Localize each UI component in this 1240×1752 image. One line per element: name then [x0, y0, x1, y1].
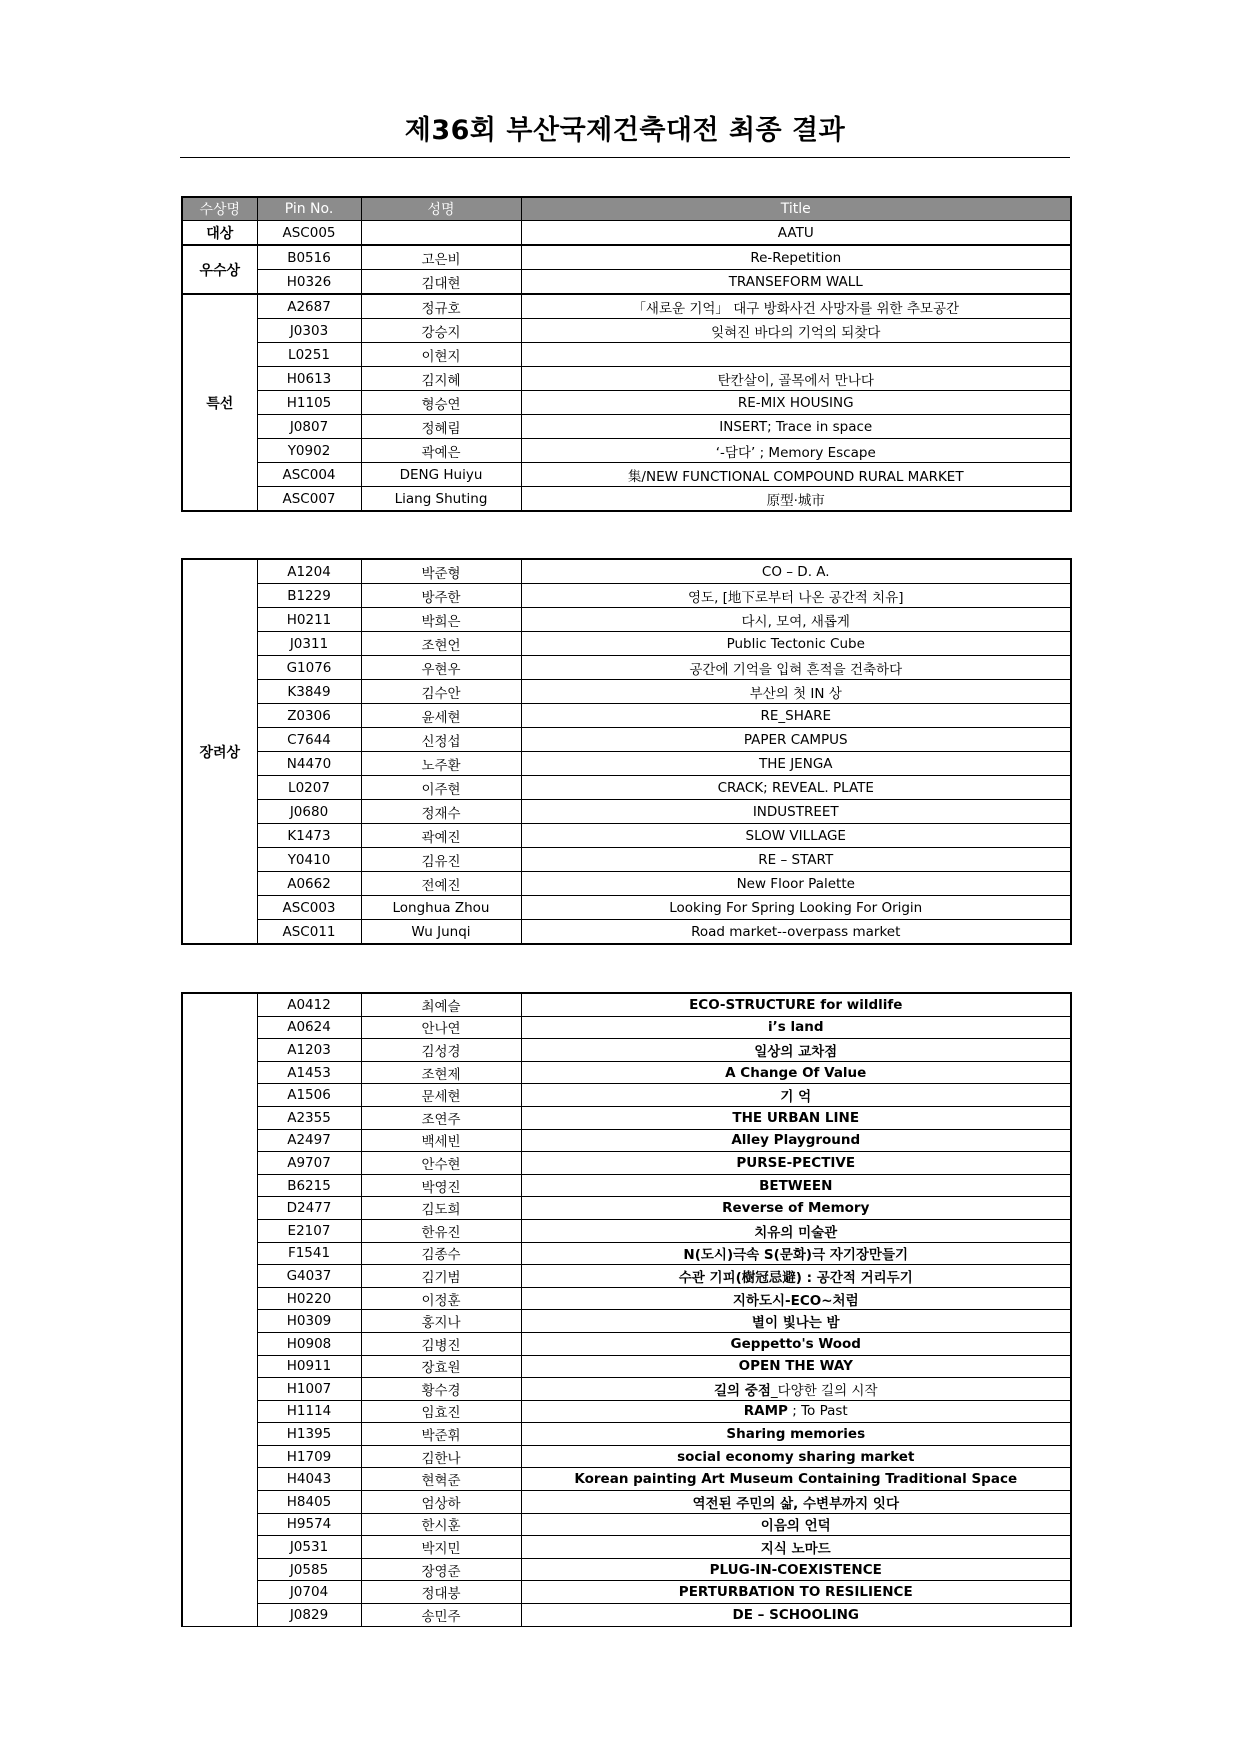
title-cell: [521, 1378, 1071, 1401]
results-table-encouragement: [181, 558, 1072, 945]
title-cell: [521, 1355, 1071, 1378]
title-cell: [521, 584, 1071, 608]
table-row: [182, 1084, 1071, 1107]
table-row: [182, 824, 1071, 848]
title-cell: 原型·城市: [521, 487, 1071, 512]
table-row: [182, 245, 1071, 270]
page-title: 제36회 부산국제건축대전 최종 결과: [404, 115, 846, 146]
pin-cell: H0613: [257, 367, 361, 391]
pin-cell: A1203: [257, 1039, 361, 1062]
name-cell: 정재수: [361, 800, 521, 824]
title-cell: [521, 728, 1071, 752]
name-cell: 정규호: [361, 294, 521, 319]
title-cell: [521, 1174, 1071, 1197]
pin-cell: A2355: [257, 1106, 361, 1129]
pin-cell: K1473: [257, 824, 361, 848]
name-cell: 안나연: [361, 1016, 521, 1039]
name-cell: 이주현: [361, 776, 521, 800]
name-cell: 최예슬: [361, 993, 521, 1016]
title-cell: [521, 993, 1071, 1016]
table-row: [182, 1491, 1071, 1514]
table-row: [182, 776, 1071, 800]
name-cell: 김종수: [361, 1242, 521, 1265]
title-cell: [521, 800, 1071, 824]
table-row: [182, 367, 1071, 391]
pin-cell: B0516: [257, 245, 361, 270]
name-cell: Liang Shuting: [361, 487, 521, 512]
title-text: Reverse of Memory: [722, 1200, 870, 1217]
title-text: SLOW VILLAGE: [745, 827, 846, 844]
table-row: [182, 1468, 1071, 1491]
name-cell: 형승연: [361, 391, 521, 415]
table-row: [182, 439, 1071, 463]
title-cell: [521, 1491, 1071, 1514]
name-cell: 김대현: [361, 270, 521, 295]
title-text: THE JENGA: [758, 755, 833, 772]
table-row: [182, 584, 1071, 608]
pin-cell: N4470: [257, 752, 361, 776]
name-cell: 임효진: [361, 1400, 521, 1423]
pin-cell: Y0410: [257, 848, 361, 872]
table-row: [182, 1378, 1071, 1401]
table-row: [182, 1604, 1071, 1627]
name-cell: 현혁준: [361, 1468, 521, 1491]
award-cell: 우수상: [182, 245, 257, 294]
pin-cell: A2687: [257, 294, 361, 319]
name-cell: 엄상하: [361, 1491, 521, 1514]
title-text: PLUG-IN-COEXISTENCE: [709, 1561, 882, 1578]
title-cell: TRANSEFORM WALL: [521, 270, 1071, 295]
title-text: 다시, 모여, 새롭게: [741, 613, 850, 630]
pin-cell: H0326: [257, 270, 361, 295]
table-row: [182, 632, 1071, 656]
pin-cell: Z0306: [257, 704, 361, 728]
name-cell: 박준형: [361, 559, 521, 584]
name-cell: 곽예진: [361, 824, 521, 848]
table-row: [182, 728, 1071, 752]
table-row: [182, 415, 1071, 439]
pin-cell: B6215: [257, 1174, 361, 1197]
table-row: [182, 896, 1071, 920]
title-text: 영도, [地下로부터 나온 공간적 치유]: [688, 589, 904, 606]
title-cell: [521, 1219, 1071, 1242]
pin-cell: H0211: [257, 608, 361, 632]
title-text: New Floor Palette: [736, 875, 855, 892]
name-cell: [361, 221, 521, 246]
title-cell: [521, 776, 1071, 800]
pin-cell: D2477: [257, 1197, 361, 1220]
title-text: 길의 중점: [714, 1382, 771, 1399]
name-cell: 조연주: [361, 1106, 521, 1129]
title-text: BETWEEN: [759, 1177, 833, 1194]
name-cell: 김성경: [361, 1039, 521, 1062]
name-cell: 방주한: [361, 584, 521, 608]
pin-cell: J0704: [257, 1581, 361, 1604]
table-row: [182, 270, 1071, 295]
table-row: [182, 608, 1071, 632]
pin-cell: A0412: [257, 993, 361, 1016]
title-cell: [521, 608, 1071, 632]
table-row: [182, 1242, 1071, 1265]
table-row: [182, 1332, 1071, 1355]
name-cell: 신정섭: [361, 728, 521, 752]
table-row: [182, 1513, 1071, 1536]
award-cell: 특선: [182, 294, 257, 511]
pin-cell: J0303: [257, 319, 361, 343]
title-cell: [521, 1129, 1071, 1152]
pin-cell: H8405: [257, 1491, 361, 1514]
title-cell: ‘-담다’ ; Memory Escape: [521, 439, 1071, 463]
table-row: [182, 800, 1071, 824]
title-text: Public Tectonic Cube: [726, 635, 865, 652]
name-cell: 황수경: [361, 1378, 521, 1401]
title-text: OPEN THE WAY: [738, 1358, 853, 1375]
table-body: [182, 993, 1071, 1626]
title-cell: INSERT; Trace in space: [521, 415, 1071, 439]
table-header-row: [182, 197, 1071, 221]
pin-cell: ASC005: [257, 221, 361, 246]
table-row: [182, 391, 1071, 415]
name-cell: 고은비: [361, 245, 521, 270]
title-cell: [521, 920, 1071, 945]
title-text: CRACK; REVEAL. PLATE: [717, 779, 874, 796]
title-cell: [521, 680, 1071, 704]
title-extra-text: _다양한 길의 시작: [770, 1382, 878, 1399]
table-row: [182, 559, 1071, 584]
table-row: [182, 294, 1071, 319]
table-row: [182, 1558, 1071, 1581]
title-text: 별이 빛나는 밤: [751, 1315, 840, 1332]
name-cell: 송민주: [361, 1604, 521, 1627]
title-text: Geppetto's Wood: [730, 1335, 861, 1352]
table-row: [182, 1287, 1071, 1310]
title-text: 이음의 언덕: [760, 1518, 831, 1535]
title-cell: [521, 1558, 1071, 1581]
pin-cell: Y0902: [257, 439, 361, 463]
results-table-honorable: [181, 992, 1072, 1627]
table-row: [182, 1265, 1071, 1288]
table-row: [182, 1423, 1071, 1446]
title-text: 지식 노마드: [760, 1541, 831, 1558]
name-cell: 강승지: [361, 319, 521, 343]
pin-cell: J0531: [257, 1536, 361, 1559]
table-row: [182, 1310, 1071, 1333]
title-cell: [521, 1016, 1071, 1039]
title-text: 기 억: [780, 1089, 812, 1106]
title-cell: [521, 1400, 1071, 1423]
title-text: A Change Of Value: [725, 1064, 867, 1081]
table-row: [182, 1152, 1071, 1175]
title-text: 공간에 기억을 입혀 흔적을 건축하다: [689, 661, 903, 678]
table-row: [182, 1536, 1071, 1559]
award-cell: 대상: [182, 221, 257, 246]
name-cell: 전예진: [361, 872, 521, 896]
pin-cell: ASC011: [257, 920, 361, 945]
title-cell: [521, 1604, 1071, 1627]
title-text: INDUSTREET: [752, 803, 839, 820]
name-cell: 김한나: [361, 1445, 521, 1468]
title-text: 치유의 미술관: [754, 1224, 838, 1241]
pin-cell: K3849: [257, 680, 361, 704]
title-cell: [521, 1061, 1071, 1084]
title-cell: [521, 1084, 1071, 1107]
name-cell: 노주환: [361, 752, 521, 776]
pin-cell: A9707: [257, 1152, 361, 1175]
title-text: DE – SCHOOLING: [732, 1606, 859, 1623]
table-row: [182, 1129, 1071, 1152]
name-cell: 김수안: [361, 680, 521, 704]
title-text: Looking For Spring Looking For Origin: [669, 899, 923, 916]
title-cell: [521, 1106, 1071, 1129]
pin-cell: A0624: [257, 1016, 361, 1039]
pin-cell: H0309: [257, 1310, 361, 1333]
header-title: Title: [521, 197, 1071, 221]
title-cell: [521, 1287, 1071, 1310]
name-cell: 김기범: [361, 1265, 521, 1288]
title-cell: [521, 1581, 1071, 1604]
table-body: [182, 221, 1071, 512]
table-row: [182, 704, 1071, 728]
table-row: [182, 680, 1071, 704]
name-cell: 한유진: [361, 1219, 521, 1242]
name-cell: 윤세현: [361, 704, 521, 728]
header-pin: Pin No.: [257, 197, 361, 221]
title-text: i’s land: [767, 1019, 824, 1036]
name-cell: 조현제: [361, 1061, 521, 1084]
title-text: RE – START: [758, 851, 834, 868]
name-cell: 문세현: [361, 1084, 521, 1107]
table-row: [182, 752, 1071, 776]
title-text: N(도시)극속 S(문화)극 자기장만들기: [683, 1247, 909, 1264]
title-extra-text: ; To Past: [787, 1403, 848, 1420]
pin-cell: A2497: [257, 1129, 361, 1152]
name-cell: 박지민: [361, 1536, 521, 1559]
table-row: [182, 656, 1071, 680]
name-cell: 김지혜: [361, 367, 521, 391]
table-row: [182, 463, 1071, 487]
pin-cell: J0807: [257, 415, 361, 439]
title-text: CO – D. A.: [761, 563, 830, 580]
table-row: [182, 1106, 1071, 1129]
name-cell: 장영준: [361, 1558, 521, 1581]
table-row: [182, 221, 1071, 246]
table-row: [182, 1355, 1071, 1378]
pin-cell: H9574: [257, 1513, 361, 1536]
name-cell: DENG Huiyu: [361, 463, 521, 487]
table-row: [182, 1174, 1071, 1197]
pin-cell: G4037: [257, 1265, 361, 1288]
name-cell: 우현우: [361, 656, 521, 680]
name-cell: 정대붕: [361, 1581, 521, 1604]
pin-cell: A0662: [257, 872, 361, 896]
pin-cell: ASC003: [257, 896, 361, 920]
table-row: [182, 1581, 1071, 1604]
title-text: social economy sharing market: [677, 1448, 915, 1465]
table-row: [182, 993, 1071, 1016]
title-text: 수관 기피(樹冠忌避) : 공간적 거리두기: [678, 1269, 913, 1286]
table-row: [182, 920, 1071, 945]
table-row: [182, 872, 1071, 896]
pin-cell: J0311: [257, 632, 361, 656]
title-text: PURSE-PECTIVE: [736, 1154, 856, 1171]
title-text: RE_SHARE: [760, 707, 832, 724]
title-text: Sharing memories: [726, 1426, 866, 1443]
pin-cell: G1076: [257, 656, 361, 680]
pin-cell: ASC007: [257, 487, 361, 512]
pin-cell: H0911: [257, 1355, 361, 1378]
title-cell: 「새로운 기억」 대구 방화사건 사망자를 위한 추모공간: [521, 294, 1071, 319]
title-cell: [521, 1242, 1071, 1265]
pin-cell: J0680: [257, 800, 361, 824]
title-cell: [521, 1423, 1071, 1446]
title-cell: [521, 1039, 1071, 1062]
title-cell: [521, 1445, 1071, 1468]
table-row: [182, 1061, 1071, 1084]
table-row: [182, 1039, 1071, 1062]
table-row: [182, 1197, 1071, 1220]
title-cell: [521, 632, 1071, 656]
title-cell: [521, 1197, 1071, 1220]
pin-cell: A1204: [257, 559, 361, 584]
title-cell: AATU: [521, 221, 1071, 246]
title-cell: 탄칸살이, 골목에서 만나다: [521, 367, 1071, 391]
pin-cell: H1105: [257, 391, 361, 415]
pin-cell: J0829: [257, 1604, 361, 1627]
pin-cell: J0585: [257, 1558, 361, 1581]
title-text: ECO-STRUCTURE for wildlife: [689, 996, 903, 1013]
pin-cell: H1007: [257, 1378, 361, 1401]
title-cell: [521, 848, 1071, 872]
name-cell: 김병진: [361, 1332, 521, 1355]
name-cell: 이현지: [361, 343, 521, 367]
name-cell: 장효원: [361, 1355, 521, 1378]
title-cell: [521, 824, 1071, 848]
title-cell: [521, 1332, 1071, 1355]
pin-cell: ASC004: [257, 463, 361, 487]
title-text: 지하도시-ECO~처럼: [732, 1292, 859, 1309]
table-row: [182, 1445, 1071, 1468]
pin-cell: H1709: [257, 1445, 361, 1468]
pin-cell: B1229: [257, 584, 361, 608]
title-cell: [521, 1310, 1071, 1333]
title-cell: [521, 1536, 1071, 1559]
title-cell: [521, 1265, 1071, 1288]
pin-cell: F1541: [257, 1242, 361, 1265]
table-row: [182, 1219, 1071, 1242]
name-cell: 백세빈: [361, 1129, 521, 1152]
name-cell: 박희은: [361, 608, 521, 632]
title-cell: [521, 896, 1071, 920]
title-cell: Re-Repetition: [521, 245, 1071, 270]
header-award: 수상명: [182, 197, 257, 221]
table-body: [182, 559, 1071, 944]
pin-cell: L0207: [257, 776, 361, 800]
title-text: 역전된 주민의 삶, 수변부까지 잇다: [692, 1495, 899, 1512]
name-cell: Wu Junqi: [361, 920, 521, 945]
title-text: THE URBAN LINE: [732, 1109, 860, 1126]
title-cell: [521, 1468, 1071, 1491]
name-cell: 한시훈: [361, 1513, 521, 1536]
title-cell: [521, 752, 1071, 776]
name-cell: Longhua Zhou: [361, 896, 521, 920]
title-cell: 集/NEW FUNCTIONAL COMPOUND RURAL MARKET: [521, 463, 1071, 487]
title-text: PAPER CAMPUS: [743, 731, 848, 748]
name-cell: 이정훈: [361, 1287, 521, 1310]
title-cell: [521, 704, 1071, 728]
table-row: [182, 487, 1071, 512]
title-cell: [521, 343, 1071, 367]
pin-cell: H0908: [257, 1332, 361, 1355]
pin-cell: E2107: [257, 1219, 361, 1242]
name-cell: 정혜림: [361, 415, 521, 439]
title-text: RAMP: [743, 1403, 788, 1420]
name-cell: 김도희: [361, 1197, 521, 1220]
name-cell: 박영진: [361, 1174, 521, 1197]
results-table-main-awards: [181, 196, 1072, 512]
title-text: Alley Playground: [731, 1132, 861, 1149]
title-cell: [521, 872, 1071, 896]
table-row: [182, 848, 1071, 872]
title-rule: [180, 157, 1070, 158]
pin-cell: H4043: [257, 1468, 361, 1491]
table-row: [182, 1400, 1071, 1423]
award-cell: 장려상: [182, 559, 257, 944]
pin-cell: L0251: [257, 343, 361, 367]
table-row: [182, 343, 1071, 367]
title-text: 부산의 첫 IN 상: [749, 685, 842, 702]
header-name: 성명: [361, 197, 521, 221]
title-text: Korean painting Art Museum Containing Traditional Space: [574, 1471, 1018, 1488]
name-cell: 김유진: [361, 848, 521, 872]
title-text: PERTURBATION TO RESILIENCE: [678, 1584, 913, 1601]
table-row: [182, 319, 1071, 343]
award-cell: [182, 993, 257, 1626]
title-cell: [521, 1152, 1071, 1175]
title-cell: RE-MIX HOUSING: [521, 391, 1071, 415]
title-cell: [521, 559, 1071, 584]
name-cell: 안수현: [361, 1152, 521, 1175]
pin-cell: H1395: [257, 1423, 361, 1446]
title-text: Road market--overpass market: [691, 923, 901, 940]
title-cell: [521, 1513, 1071, 1536]
pin-cell: A1453: [257, 1061, 361, 1084]
table-row: [182, 1016, 1071, 1039]
title-cell: [521, 656, 1071, 680]
pin-cell: C7644: [257, 728, 361, 752]
name-cell: 홍지나: [361, 1310, 521, 1333]
name-cell: 박준휘: [361, 1423, 521, 1446]
title-text: 일상의 교차점: [754, 1043, 838, 1060]
title-cell: 잊혀진 바다의 기억의 되찾다: [521, 319, 1071, 343]
name-cell: 곽예은: [361, 439, 521, 463]
pin-cell: H1114: [257, 1400, 361, 1423]
pin-cell: H0220: [257, 1287, 361, 1310]
name-cell: 조현언: [361, 632, 521, 656]
pin-cell: A1506: [257, 1084, 361, 1107]
